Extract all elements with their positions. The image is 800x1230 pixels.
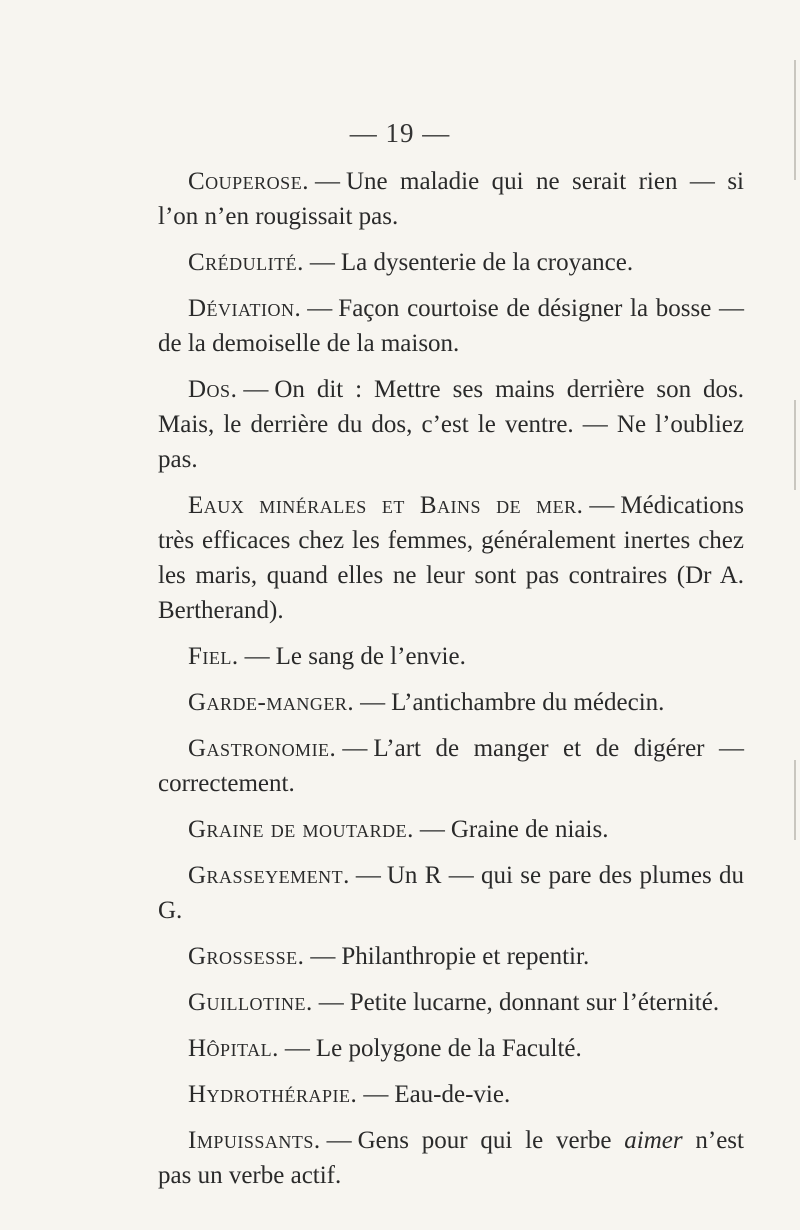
entry-definition: Graine de niais. (450, 816, 609, 843)
entry-term: Guillotine. (188, 989, 313, 1016)
entry-definition: Le polygone de la Faculté. (315, 1035, 582, 1062)
entry-definition: Petite lucarne, donnant sur l’éternité. (349, 989, 720, 1016)
entry-term: Couperose. (188, 168, 309, 195)
entry-grasseyement (158, 858, 744, 928)
entry-definition: Une maladie qui ne serait rien — si l’on n’en rougissait pas. (158, 168, 744, 230)
entry-garde-manger (158, 685, 744, 720)
entry-definition: Philanthropie et repentir. (341, 943, 590, 970)
dictionary-entries (158, 164, 744, 1204)
entry-term: Fiel. (188, 643, 239, 670)
entry-guillotine (158, 985, 744, 1020)
entry-definition: Un R — qui se pare des plumes du G. (158, 862, 744, 924)
entry-separator: — (360, 689, 386, 716)
entry-definition: Le sang de l’envie. (275, 643, 466, 670)
entry-separator: — (309, 249, 335, 276)
entry-term: Impuissants. (188, 1127, 321, 1154)
entry-definition: L’art de manger et de digérer — correctement. (158, 735, 744, 797)
entry-term: Graine de moutarde. (188, 816, 414, 843)
entry-gastronomie (158, 731, 744, 801)
entry-separator: — (244, 643, 270, 670)
italic-word: aimer (624, 1127, 683, 1154)
entry-separator: — (419, 816, 445, 843)
entry-term: Eaux minérales et Bains de mer. (188, 492, 584, 519)
entry-term: Crédulité. (188, 249, 304, 276)
entry-separator: — (318, 989, 344, 1016)
entry-definition: Eau-de-vie. (394, 1081, 511, 1108)
entry-separator: — (314, 168, 340, 195)
entry-hydrotherapie (158, 1077, 744, 1112)
entry-term: Grossesse. (188, 943, 305, 970)
entry-term: Déviation. (188, 295, 302, 322)
entry-term: Hôpital. (188, 1035, 279, 1062)
entry-graine-de-moutarde (158, 812, 744, 847)
entry-fiel (158, 639, 744, 674)
definition-text: Gens pour qui le verbe (357, 1127, 625, 1154)
entry-credulite (158, 245, 744, 280)
entry-term: Hydrothérapie. (188, 1081, 358, 1108)
entry-separator: — (326, 1127, 352, 1154)
entry-definition: L’antichambre du médecin. (391, 689, 665, 716)
entry-definition: Façon courtoise de désigner la bosse — de la demoiselle de la maison. (158, 295, 744, 357)
entry-term: Grasseyement. (188, 862, 350, 889)
entry-deviation (158, 291, 744, 361)
entry-separator: — (363, 1081, 389, 1108)
page-edge-mark (794, 400, 796, 490)
page-edge-mark (794, 60, 796, 180)
entry-dos (158, 372, 744, 477)
entry-definition: On dit : Mettre ses mains derrière son dos. Mais, le derrière du dos, c’est le ventre. — Ne l’oubliez pas. (158, 376, 744, 473)
entry-separator: — (310, 943, 336, 970)
entry-separator: — (243, 376, 269, 403)
entry-term: Dos. (188, 376, 238, 403)
entry-separator: — (284, 1035, 310, 1062)
entry-term: Garde-manger. (188, 689, 355, 716)
entry-separator: — (589, 492, 615, 519)
entry-separator: — (355, 862, 381, 889)
entry-impuissants (158, 1123, 744, 1193)
entry-eaux-minerales (158, 488, 744, 628)
entry-hopital (158, 1031, 744, 1066)
entry-definition: La dysenterie de la croyance. (340, 249, 634, 276)
page-number: — 19 — (349, 118, 451, 148)
entry-definition: Médications très efficaces chez les femmes, généralement inertes chez les maris, quand elles ne leur sont pas contraires (Dr A. Bertherand). (158, 492, 744, 624)
definition-text: n’est pas un verbe actif. (158, 1127, 744, 1189)
entry-separator: — (307, 295, 333, 322)
entry-separator: — (342, 735, 368, 762)
entry-couperose (158, 164, 744, 234)
entry-term: Gastronomie. (188, 735, 337, 762)
page-edge-mark (794, 760, 796, 840)
entry-grossesse (158, 939, 744, 974)
